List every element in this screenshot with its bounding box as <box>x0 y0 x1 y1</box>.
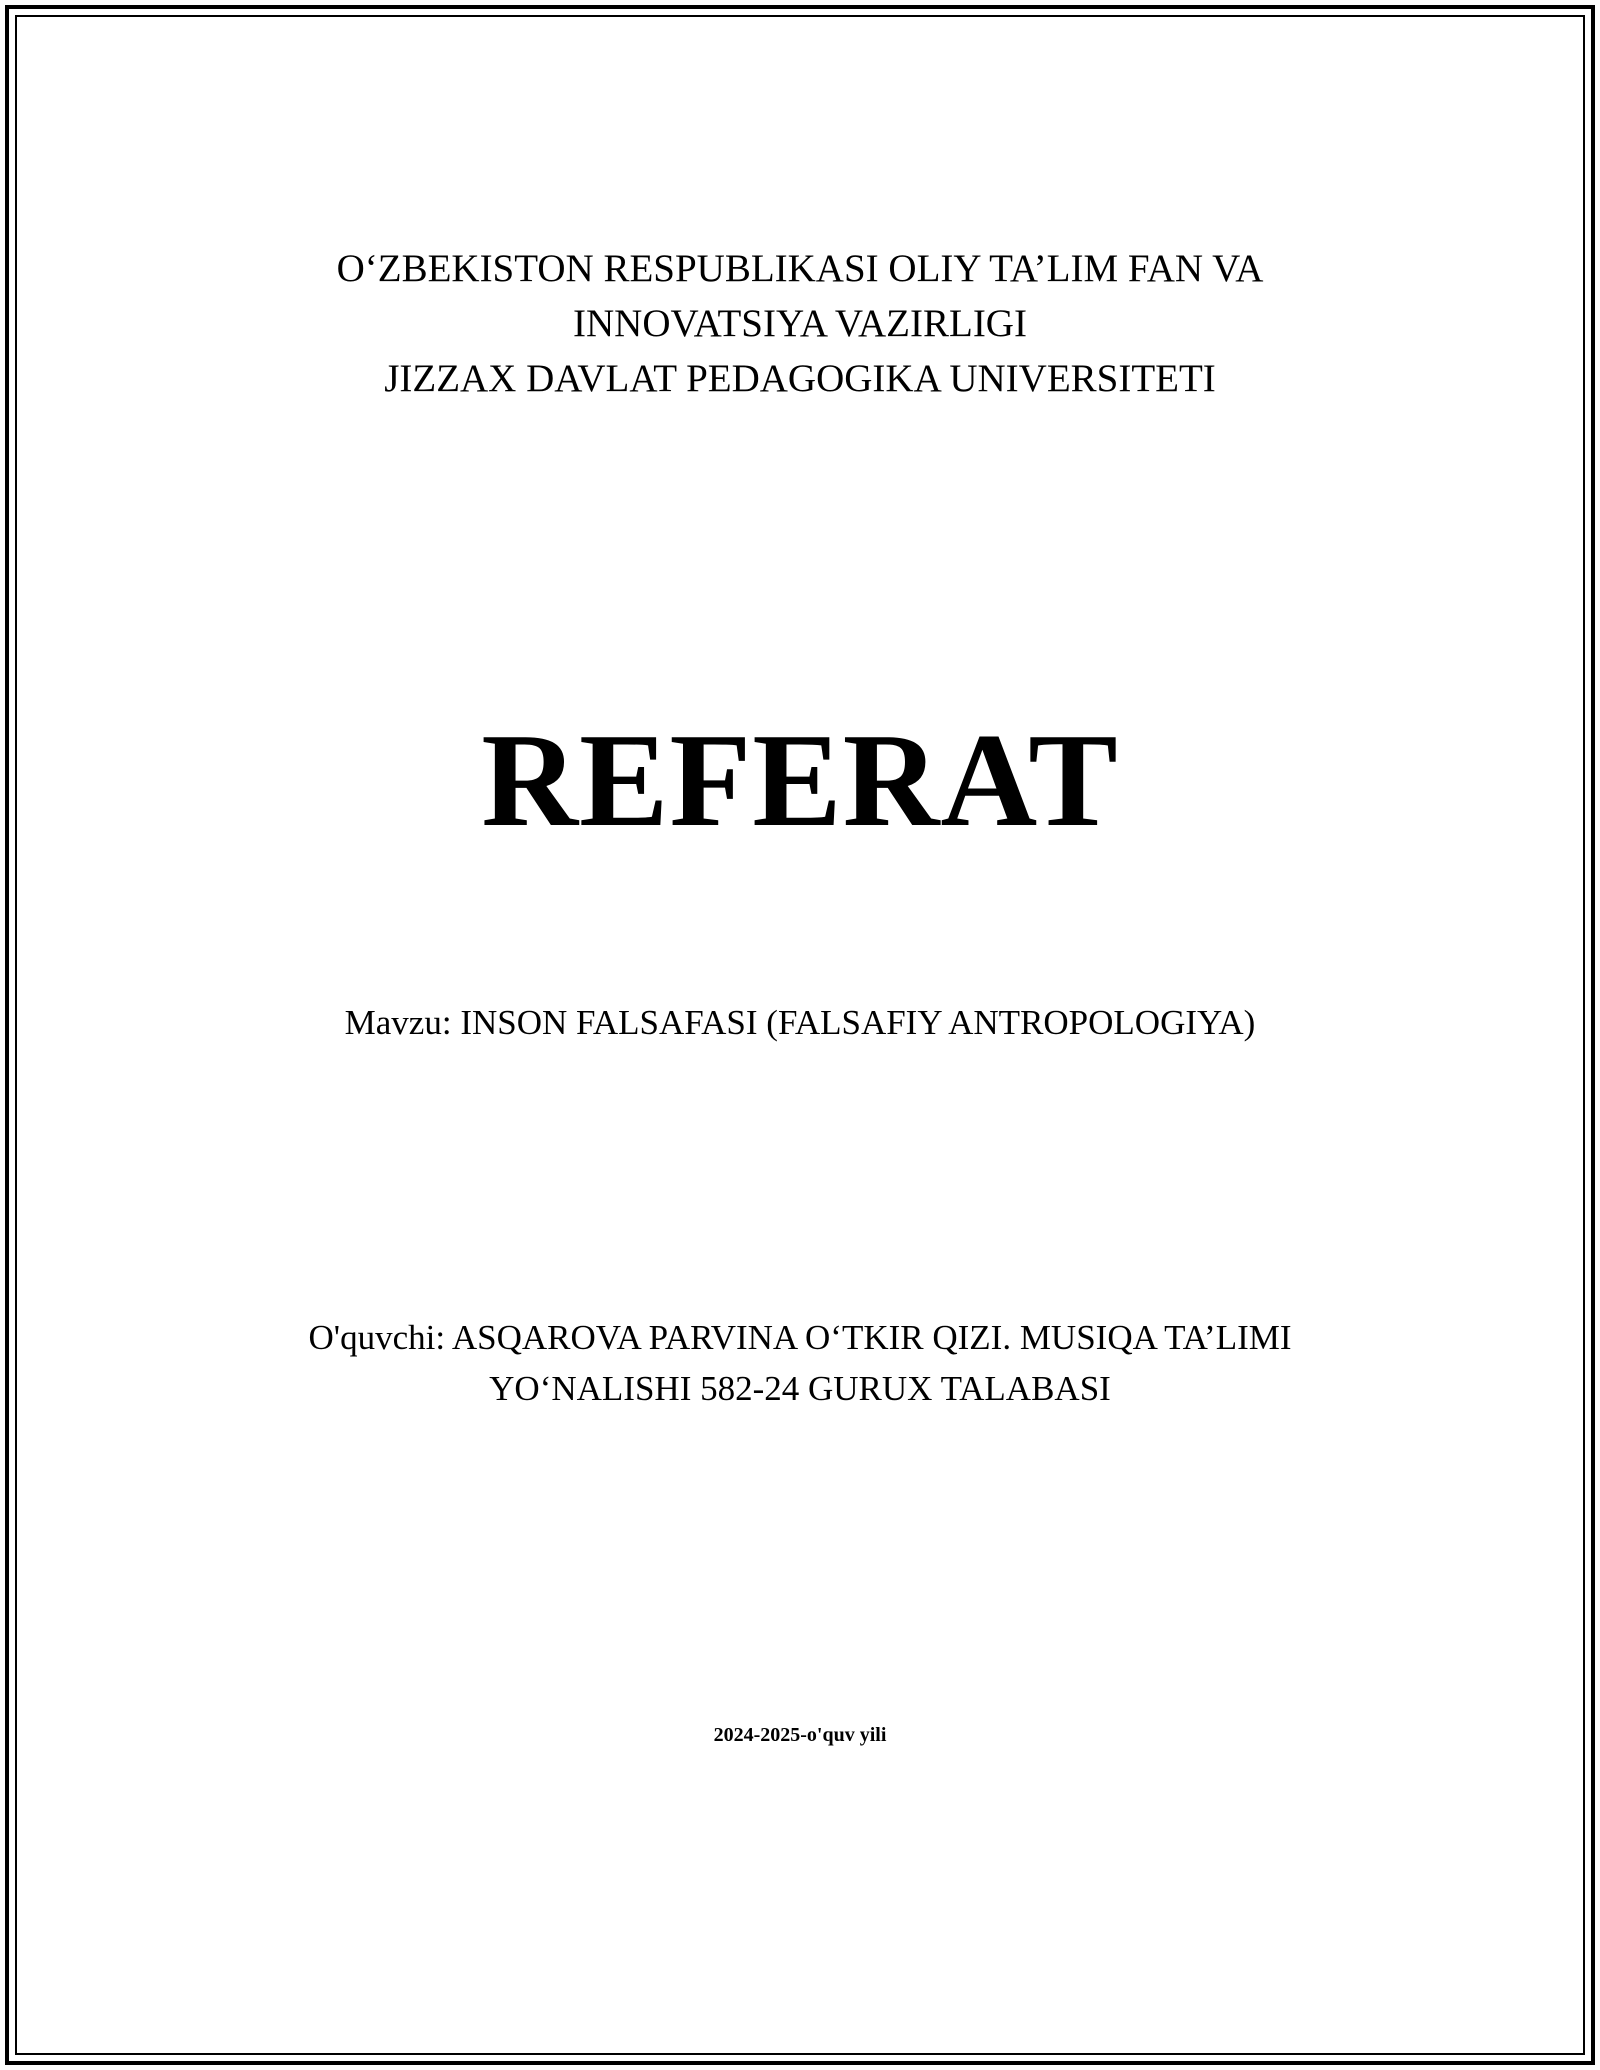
student-line-1: O'quvchi: ASQAROVA PARVINA O‘TKIR QIZI. MUSIQA TA’LIMI <box>308 1318 1292 1357</box>
academic-year: 2024-2025-o'quv yili <box>713 1724 887 1746</box>
document-title: REFERAT <box>481 706 1119 854</box>
university-name: JIZZAX DAVLAT PEDAGOGIKA UNIVERSITETI <box>384 357 1216 400</box>
student-line-2: YO‘NALISHI 582-24 GURUX TALABASI <box>489 1369 1111 1408</box>
ministry-line-1: O‘ZBEKISTON RESPUBLIKASI OLIY TA’LIM FAN VA <box>336 247 1264 290</box>
ministry-line-2: INNOVATSIYA VAZIRLIGI <box>573 302 1027 345</box>
topic-line: Mavzu: INSON FALSAFASI (FALSAFIY ANTROPOLOGIYA) <box>344 1003 1256 1042</box>
